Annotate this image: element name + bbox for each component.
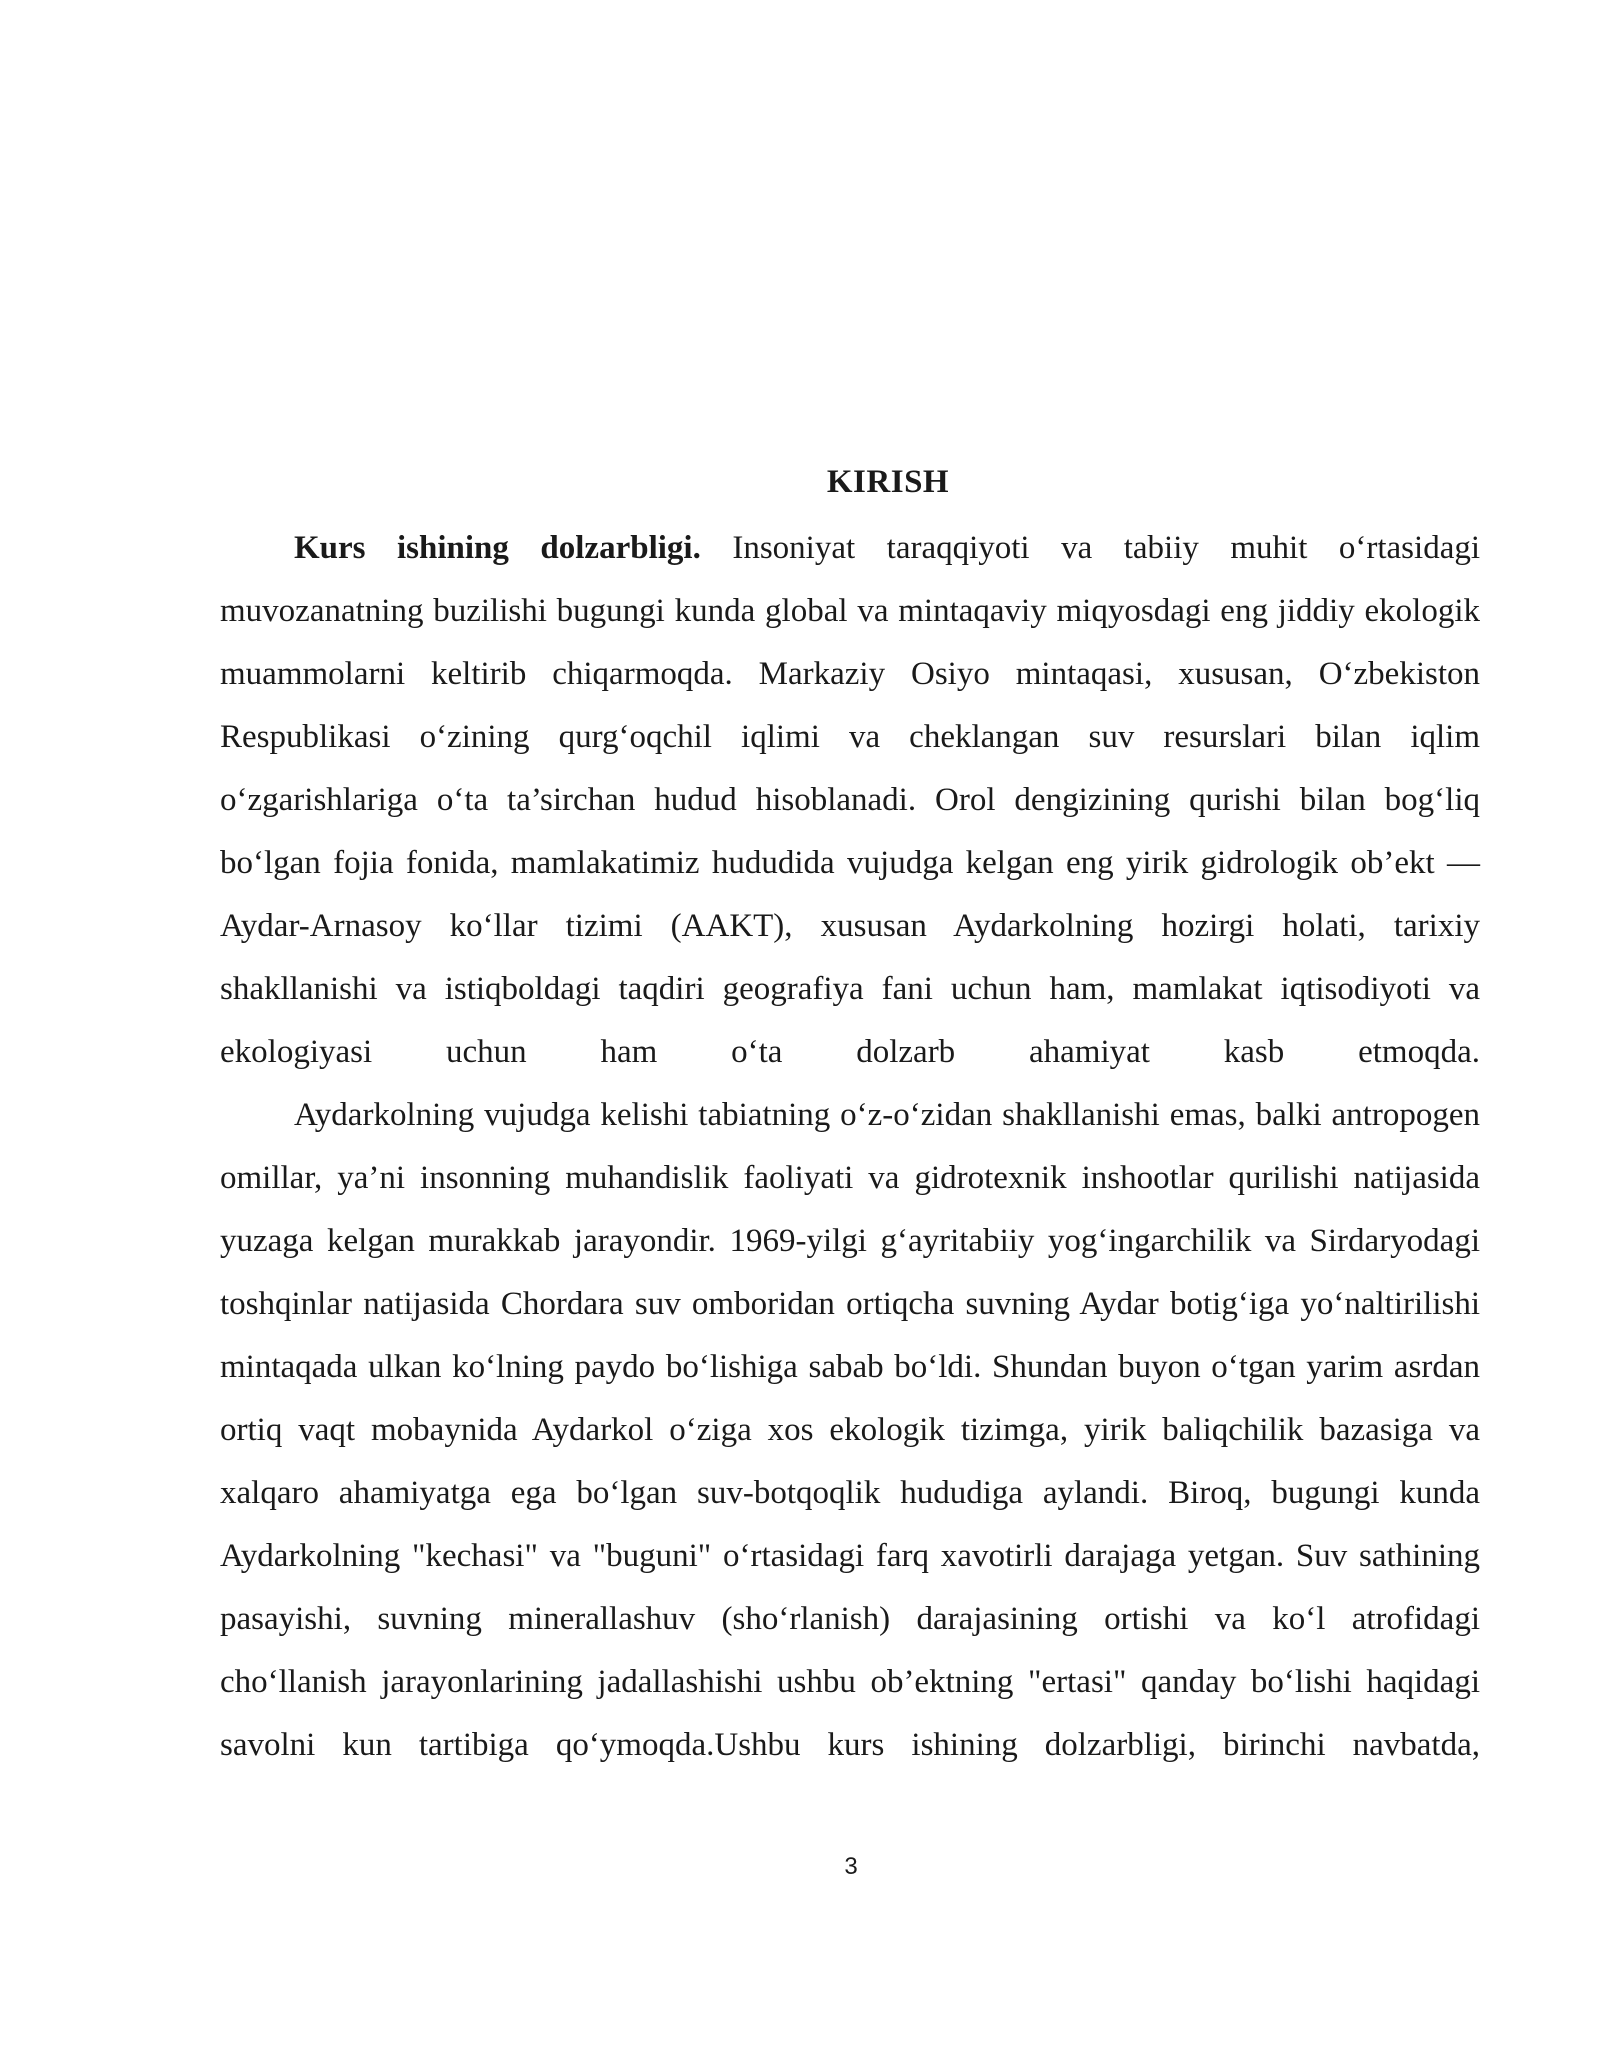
paragraph-text: Insoniyat taraqqiyoti va tabiiy muhit o‘rtasidagi muvozanatning buzilishi bugungi kunda global va mintaqaviy miqyosdagi eng jiddiy ekologik muammolarni keltirib chiqarmoqda. Markaziy Osiyo mintaqasi, xususan, O‘zbekiston Respublikasi o‘zining qurg‘oqchil iqlimi va cheklangan suv resurslari bilan iqlim o‘zgarishlariga o‘ta ta’sirchan hudud hisoblanadi. Orol dengizining qurishi bilan bog‘liq bo‘lgan fojia fonida, mamlakatimiz hududida vujudga kelgan eng yirik gidrologik ob’ekt — Aydar-Arnasoy ko‘llar tizimi (AAKT), xususan Aydarkolning hozirgi holati, tarixiy shakllanishi va istiqboldagi taqdiri geografiya fani uchun ham, mamlakat iqtisodiyoti va ekologiyasi uchun ham o‘ta dolzarb ahamiyat kasb etmoqda.: [220, 530, 1481, 1070]
paragraph-history: [220, 1084, 1480, 1777]
body-text: [220, 517, 1480, 1777]
paragraph-text: Aydarkolning vujudga kelishi tabiatning o‘z-o‘zidan shakllanishi emas, balki antropogen omillar, ya’ni insonning muhandislik faoliyati va gidrotexnik inshootlar qurilishi natijasida yuzaga kelgan murakkab jarayondir. 1969-yilgi g‘ayritabiiy yog‘ingarchilik va Sirdaryodagi toshqinlar natijasida Chordara suv omboridan ortiqcha suvning Aydar botig‘iga yo‘naltirilishi mintaqada ulkan ko‘lning paydo bo‘lishiga sabab bo‘ldi. Shundan buyon o‘tgan yarim asrdan ortiq vaqt mobaynida Aydarkol o‘ziga xos ekologik tizimga, yirik baliqchilik bazasiga va xalqaro ahamiyatga ega bo‘lgan suv-botqoqlik hududiga aylandi. Biroq, bugungi kunda Aydarkolning "kechasi" va "buguni" o‘rtasidagi farq xavotirli darajaga yetgan. Suv sathining pasayishi, suvning minerallashuv (sho‘rlanish) darajasining ortishi va ko‘l atrofidagi cho‘llanish jarayonlarining jadallashishi ushbu ob’ektning "ertasi" qanday bo‘lishi haqidagi savolni kun tartibiga qo‘ymoqda.Ushbu kurs ishining dolzarbligi, birinchi navbatda,: [220, 1097, 1480, 1763]
paragraph-relevance: [220, 517, 1480, 1084]
paragraph-lead: Kurs ishining dolzarbligi.: [294, 530, 701, 566]
section-heading: KIRISH: [826, 464, 950, 500]
page-number: 3: [844, 1853, 858, 1880]
